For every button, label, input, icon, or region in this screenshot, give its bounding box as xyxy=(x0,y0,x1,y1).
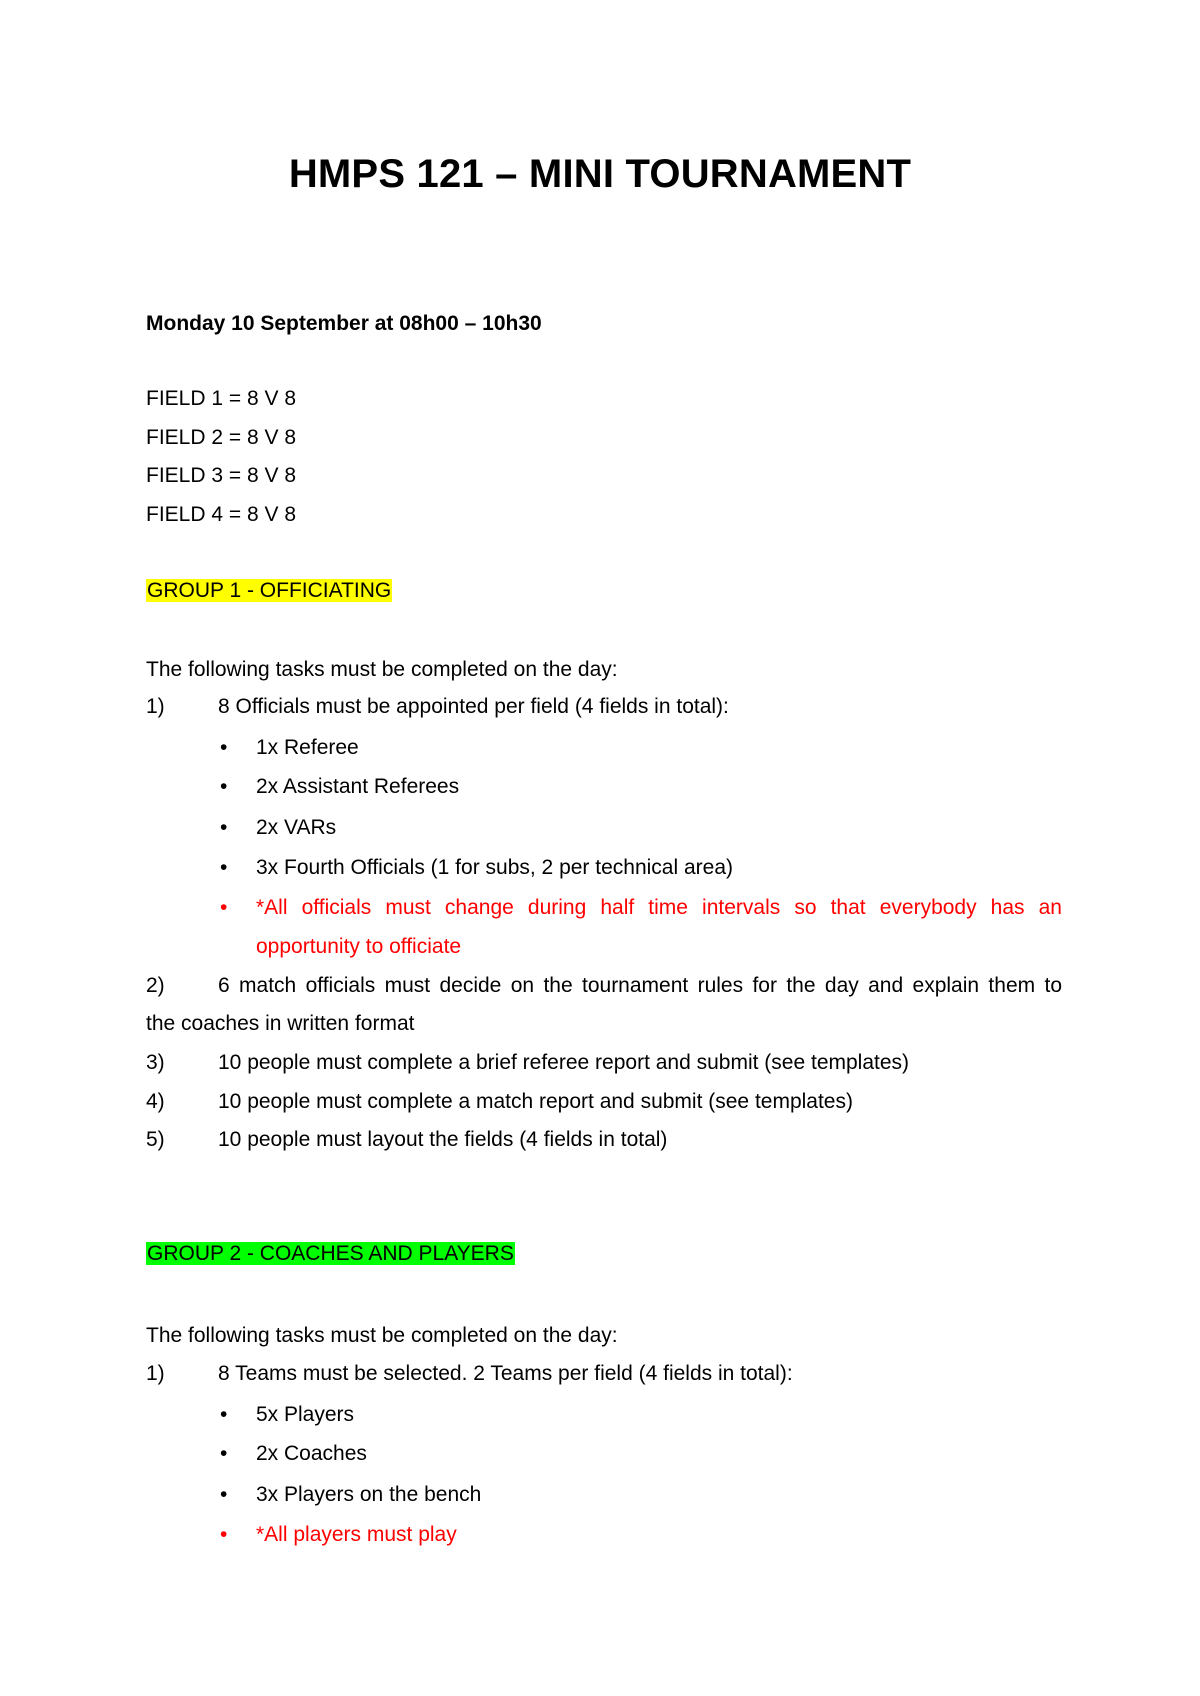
group2-item1-number: 1) xyxy=(146,1362,165,1385)
group1-item5-text: 10 people must layout the fields (4 fields in total) xyxy=(218,1128,668,1151)
field-line-3: FIELD 3 = 8 V 8 xyxy=(146,464,296,487)
field-line-1: FIELD 1 = 8 V 8 xyxy=(146,387,296,410)
bullet-icon: • xyxy=(220,816,228,839)
group2-heading-text: GROUP 2 - COACHES AND PLAYERS xyxy=(147,1242,514,1265)
group1-item1-number: 1) xyxy=(146,695,165,718)
group1-heading-text: GROUP 1 - OFFICIATING xyxy=(147,579,392,602)
group1-heading xyxy=(146,578,392,604)
bullet-icon: • xyxy=(220,736,228,759)
group1-bullet-1: 1x Referee xyxy=(256,736,359,759)
group1-item2-text-line2: the coaches in written format xyxy=(146,1012,415,1035)
group1-item4-number: 4) xyxy=(146,1090,165,1113)
bullet-icon: • xyxy=(220,896,228,919)
group1-item4-text: 10 people must complete a match report and submit (see templates) xyxy=(218,1090,853,1113)
group2-intro: The following tasks must be completed on the day: xyxy=(146,1324,618,1347)
bullet-icon: • xyxy=(220,1403,228,1426)
group1-intro: The following tasks must be completed on the day: xyxy=(146,658,618,681)
field-line-4: FIELD 4 = 8 V 8 xyxy=(146,503,296,526)
bullet-icon: • xyxy=(220,775,228,798)
field-line-2: FIELD 2 = 8 V 8 xyxy=(146,426,296,449)
group1-item3-number: 3) xyxy=(146,1051,165,1074)
group2-bullet-3: 3x Players on the bench xyxy=(256,1483,482,1506)
group1-note-line1: *All officials must change during half time intervals so that everybody has an xyxy=(256,896,1062,919)
group2-bullet-2: 2x Coaches xyxy=(256,1442,367,1465)
group1-item5-number: 5) xyxy=(146,1128,165,1151)
bullet-icon: • xyxy=(220,1483,228,1506)
group2-heading xyxy=(146,1241,515,1267)
bullet-icon: • xyxy=(220,1442,228,1465)
page-title: HMPS 121 – MINI TOURNAMENT xyxy=(288,152,912,196)
group2-item1-text: 8 Teams must be selected. 2 Teams per field (4 fields in total): xyxy=(218,1362,793,1385)
group1-bullet-2: 2x Assistant Referees xyxy=(256,775,460,798)
group1-item3-text: 10 people must complete a brief referee report and submit (see templates) xyxy=(218,1051,910,1074)
group1-bullet-3: 2x VARs xyxy=(256,816,337,839)
bullet-icon: • xyxy=(220,1523,228,1546)
date-line: Monday 10 September at 08h00 – 10h30 xyxy=(146,312,542,335)
group1-note-line2: opportunity to officiate xyxy=(256,935,462,958)
group2-note: *All players must play xyxy=(256,1523,457,1546)
bullet-icon: • xyxy=(220,856,228,879)
group1-item2-text-line1: 6 match officials must decide on the tournament rules for the day and explain them to xyxy=(218,974,1062,997)
group1-item2-number: 2) xyxy=(146,974,165,997)
group2-bullet-1: 5x Players xyxy=(256,1403,355,1426)
group1-bullet-4: 3x Fourth Officials (1 for subs, 2 per technical area) xyxy=(256,856,733,879)
group1-item1-text: 8 Officials must be appointed per field (4 fields in total): xyxy=(218,695,729,718)
